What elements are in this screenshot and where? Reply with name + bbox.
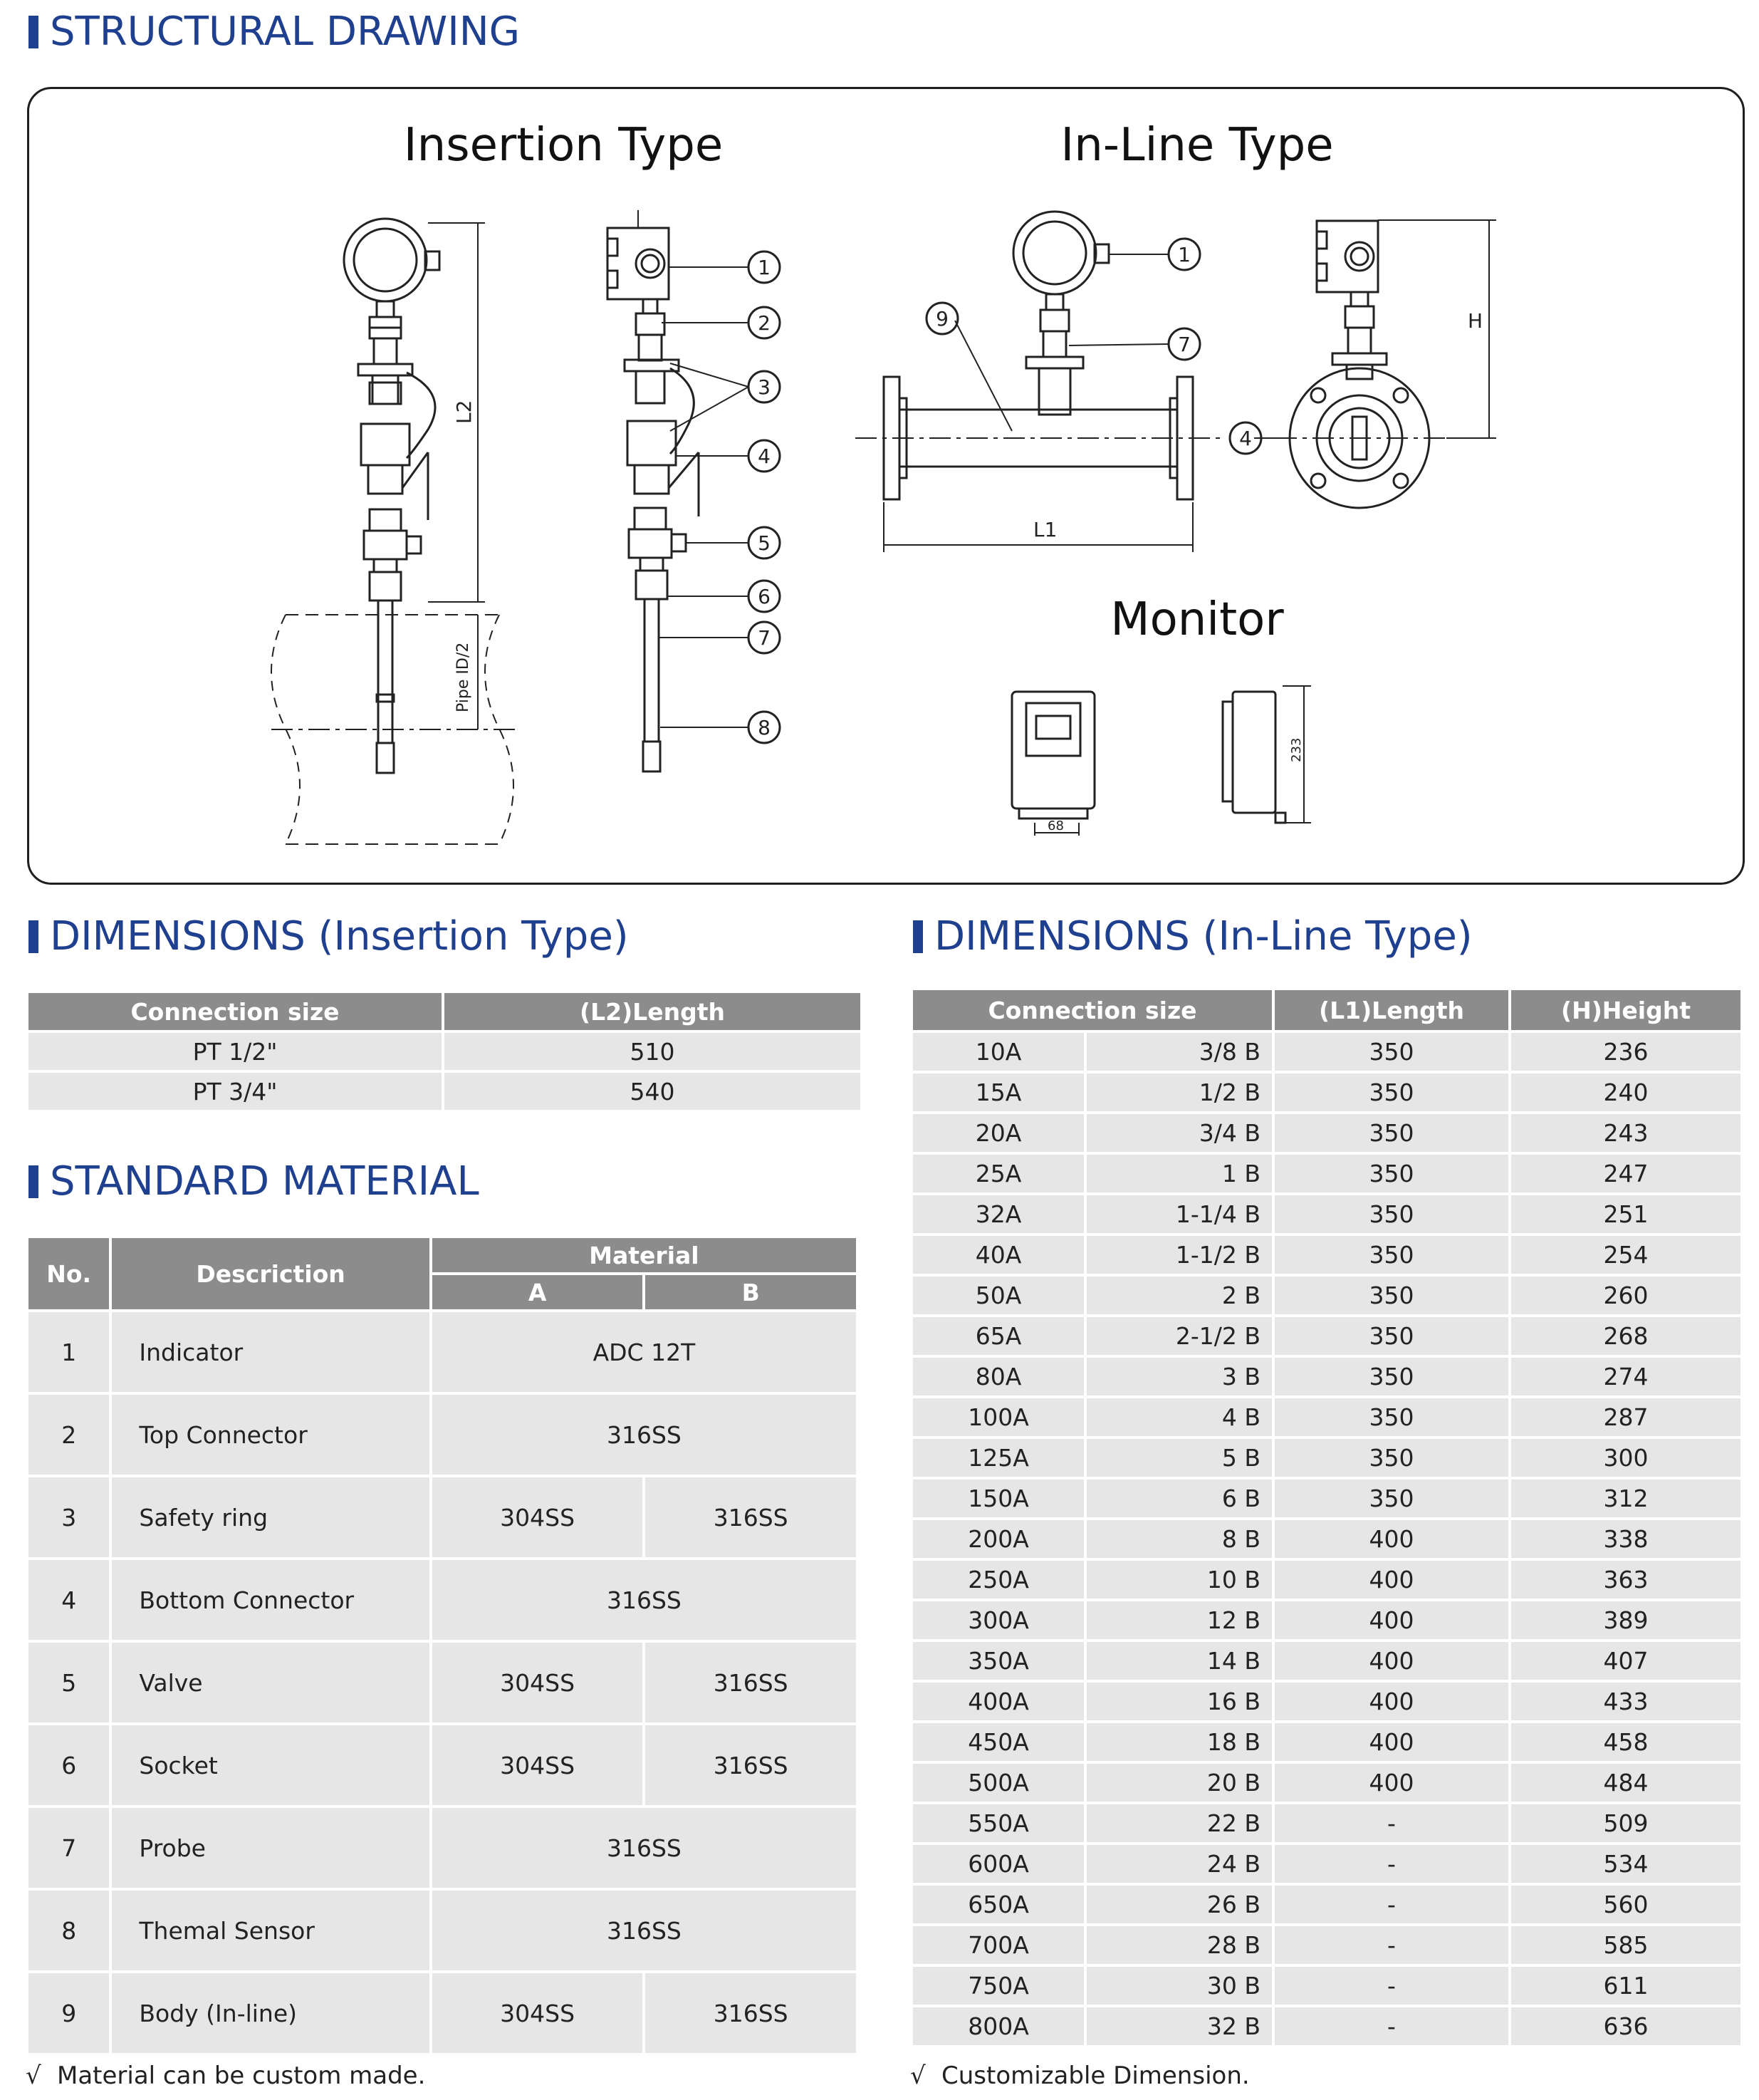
table-row: [913, 1398, 1740, 1436]
cell-description: Top Connector: [112, 1395, 429, 1475]
cell-h-height: 560: [1511, 1886, 1740, 1923]
table-row: [913, 1114, 1740, 1152]
cell-size-b: 16 B: [1087, 1683, 1272, 1720]
table-row: [913, 1520, 1740, 1558]
cell-h-height: 300: [1511, 1439, 1740, 1477]
cell-l1-length: 400: [1275, 1520, 1508, 1558]
cell-h-height: 534: [1511, 1845, 1740, 1883]
callout-6: 6: [758, 585, 771, 608]
table-row: [913, 1277, 1740, 1314]
cell-l1-length: 400: [1275, 1683, 1508, 1720]
cell-l1-length: -: [1275, 1886, 1508, 1923]
inline-note-text: Customizable Dimension.: [941, 2062, 1250, 2090]
cell-l1-length: 350: [1275, 1236, 1508, 1274]
callout-1: 1: [758, 256, 771, 279]
cell-h-height: 407: [1511, 1642, 1740, 1680]
cell-material-b: 316SS: [645, 1643, 856, 1722]
inline-callout-7: 7: [1178, 333, 1191, 356]
cell-l1-length: 400: [1275, 1642, 1508, 1680]
cell-size-a: 50A: [913, 1277, 1084, 1314]
table-row: [913, 1480, 1740, 1517]
inline-callout-4: 4: [1239, 427, 1252, 450]
cell-size-b: 8 B: [1087, 1520, 1272, 1558]
section-marker: [28, 920, 38, 953]
table-row: [28, 1891, 856, 1970]
check-mark: √: [910, 2062, 926, 2090]
cell-size-b: 3/4 B: [1087, 1114, 1272, 1152]
table-row: [913, 1642, 1740, 1680]
cell-size-a: 200A: [913, 1520, 1084, 1558]
inline-dimensions-table: [910, 987, 1743, 2048]
cell-size-b: 3/8 B: [1087, 1033, 1272, 1071]
table-row: [913, 1155, 1740, 1192]
cell-h-height: 260: [1511, 1277, 1740, 1314]
cell-h-height: 243: [1511, 1114, 1740, 1152]
table-row: [28, 1073, 860, 1110]
cell-size-b: 6 B: [1087, 1480, 1272, 1517]
table-row: [913, 2007, 1740, 2045]
cell-no: 7: [28, 1808, 109, 1888]
cell-h-height: 247: [1511, 1155, 1740, 1192]
cell-size-a: 550A: [913, 1804, 1084, 1842]
cell-h-height: 509: [1511, 1804, 1740, 1842]
header-description: Descriction: [112, 1238, 429, 1309]
cell-l1-length: 350: [1275, 1033, 1508, 1071]
cell-size-b: 18 B: [1087, 1723, 1272, 1761]
cell-material-b: 316SS: [645, 1477, 856, 1557]
cell-size-a: 40A: [913, 1236, 1084, 1274]
cell-connection: PT 1/2": [28, 1033, 442, 1070]
cell-l1-length: -: [1275, 1926, 1508, 1964]
cell-l1-length: 400: [1275, 1601, 1508, 1639]
cell-no: 3: [28, 1477, 109, 1557]
cell-size-b: 4 B: [1087, 1398, 1272, 1436]
cell-size-a: 600A: [913, 1845, 1084, 1883]
material-note-text: Material can be custom made.: [57, 2062, 426, 2090]
cell-size-a: 100A: [913, 1398, 1084, 1436]
cell-size-a: 32A: [913, 1195, 1084, 1233]
section-title-structural: [28, 9, 520, 55]
section-title-dim-inline: [913, 913, 1473, 960]
cell-size-b: 1/2 B: [1087, 1074, 1272, 1111]
cell-size-a: 150A: [913, 1480, 1084, 1517]
cell-size-a: 500A: [913, 1764, 1084, 1802]
cell-h-height: 458: [1511, 1723, 1740, 1761]
header-l1-length: (L1)Length: [1275, 990, 1508, 1030]
cell-length: 540: [444, 1073, 860, 1110]
cell-size-a: 10A: [913, 1033, 1084, 1071]
table-row: [28, 1973, 856, 2053]
cell-h-height: 287: [1511, 1398, 1740, 1436]
technical-drawing: [29, 89, 1743, 883]
header-material-a: A: [432, 1275, 643, 1309]
table-row: [913, 1723, 1740, 1761]
callout-3: 3: [758, 375, 771, 399]
table-row: [913, 1886, 1740, 1923]
cell-size-b: 2 B: [1087, 1277, 1272, 1314]
cell-h-height: 433: [1511, 1683, 1740, 1720]
cell-size-b: 30 B: [1087, 1967, 1272, 2005]
table-row: [913, 1195, 1740, 1233]
cell-description: Valve: [112, 1643, 429, 1722]
cell-l1-length: 400: [1275, 1764, 1508, 1802]
table-row: [913, 1033, 1740, 1071]
cell-size-b: 2-1/2 B: [1087, 1317, 1272, 1355]
cell-size-b: 24 B: [1087, 1845, 1272, 1883]
cell-l1-length: 350: [1275, 1195, 1508, 1233]
header-h-height: (H)Height: [1511, 990, 1740, 1030]
cell-size-b: 1 B: [1087, 1155, 1272, 1192]
cell-description: Body (In-line): [112, 1973, 429, 2053]
callout-5: 5: [758, 531, 771, 555]
table-row: [28, 1560, 856, 1640]
cell-l1-length: 350: [1275, 1398, 1508, 1436]
cell-l1-length: 350: [1275, 1114, 1508, 1152]
pipe-label: Pipe ID/2: [454, 642, 472, 712]
cell-l1-length: 350: [1275, 1277, 1508, 1314]
table-row: [913, 1439, 1740, 1477]
cell-size-a: 25A: [913, 1155, 1084, 1192]
structural-drawing-panel: [27, 87, 1745, 885]
cell-material-a: 304SS: [432, 1973, 643, 2053]
cell-size-b: 12 B: [1087, 1601, 1272, 1639]
cell-size-a: 20A: [913, 1114, 1084, 1152]
cell-description: Themal Sensor: [112, 1891, 429, 1970]
cell-no: 4: [28, 1560, 109, 1640]
table-row: [28, 1477, 856, 1557]
cell-material: 316SS: [432, 1808, 856, 1888]
cell-h-height: 240: [1511, 1074, 1740, 1111]
header-connection-size: Connection size: [28, 993, 442, 1030]
cell-l1-length: 350: [1275, 1074, 1508, 1111]
cell-size-b: 26 B: [1087, 1886, 1272, 1923]
section-title-text: STRUCTURAL DRAWING: [50, 9, 521, 55]
w68-label: 68: [1048, 818, 1064, 833]
section-marker: [913, 920, 923, 953]
l2-label: L2: [452, 400, 476, 424]
cell-material-b: 316SS: [645, 1973, 856, 2053]
cell-size-b: 5 B: [1087, 1439, 1272, 1477]
table-row: [913, 1317, 1740, 1355]
cell-size-a: 125A: [913, 1439, 1084, 1477]
cell-no: 8: [28, 1891, 109, 1970]
cell-size-b: 3 B: [1087, 1358, 1272, 1395]
cell-h-height: 251: [1511, 1195, 1740, 1233]
header-l2-length: (L2)Length: [444, 993, 860, 1030]
cell-no: 1: [28, 1312, 109, 1392]
cell-size-b: 1-1/2 B: [1087, 1236, 1272, 1274]
cell-size-b: 1-1/4 B: [1087, 1195, 1272, 1233]
cell-l1-length: 350: [1275, 1317, 1508, 1355]
table-row: [28, 1312, 856, 1392]
callout-4: 4: [758, 445, 771, 468]
cell-l1-length: 350: [1275, 1480, 1508, 1517]
header-connection-size: Connection size: [913, 990, 1272, 1030]
table-row: [913, 1236, 1740, 1274]
cell-no: 2: [28, 1395, 109, 1475]
cell-description: Indicator: [112, 1312, 429, 1392]
table-row: [913, 1845, 1740, 1883]
cell-h-height: 338: [1511, 1520, 1740, 1558]
cell-size-b: 14 B: [1087, 1642, 1272, 1680]
header-material: Material: [432, 1238, 856, 1272]
section-title-text: STANDARD MATERIAL: [50, 1158, 479, 1205]
cell-material: 316SS: [432, 1560, 856, 1640]
insertion-type-title: Insertion Type: [403, 119, 724, 172]
cell-h-height: 585: [1511, 1926, 1740, 1964]
cell-l1-length: 350: [1275, 1439, 1508, 1477]
section-title-dim-insertion: [28, 913, 629, 960]
material-note: [26, 2062, 425, 2090]
table-row: [913, 1358, 1740, 1395]
inline-callout-9: 9: [936, 307, 949, 331]
cell-size-a: 800A: [913, 2007, 1084, 2045]
cell-size-a: 350A: [913, 1642, 1084, 1680]
cell-size-b: 20 B: [1087, 1764, 1272, 1802]
cell-h-height: 611: [1511, 1967, 1740, 2005]
table-row: [28, 1033, 860, 1070]
table-row: [913, 1561, 1740, 1599]
section-title-text: DIMENSIONS (In-Line Type): [934, 913, 1473, 960]
table-row: [28, 1725, 856, 1805]
cell-size-a: 300A: [913, 1601, 1084, 1639]
cell-h-height: 484: [1511, 1764, 1740, 1802]
cell-no: 6: [28, 1725, 109, 1805]
cell-size-b: 22 B: [1087, 1804, 1272, 1842]
cell-size-a: 80A: [913, 1358, 1084, 1395]
cell-h-height: 312: [1511, 1480, 1740, 1517]
cell-l1-length: 400: [1275, 1723, 1508, 1761]
h-label: H: [1468, 309, 1483, 333]
cell-size-a: 650A: [913, 1886, 1084, 1923]
cell-description: Socket: [112, 1725, 429, 1805]
cell-size-a: 750A: [913, 1967, 1084, 2005]
insertion-side-view: [607, 210, 780, 771]
table-row: [913, 1764, 1740, 1802]
cell-size-b: 32 B: [1087, 2007, 1272, 2045]
section-title-text: DIMENSIONS (Insertion Type): [50, 913, 629, 960]
material-table: [26, 1235, 859, 2056]
cell-description: Probe: [112, 1808, 429, 1888]
callout-2: 2: [758, 311, 771, 335]
table-row: [913, 1967, 1740, 2005]
cell-h-height: 363: [1511, 1561, 1740, 1599]
callout-7: 7: [758, 626, 771, 650]
table-row: [28, 1643, 856, 1722]
table-row: [913, 1683, 1740, 1720]
cell-h-height: 254: [1511, 1236, 1740, 1274]
cell-size-b: 10 B: [1087, 1561, 1272, 1599]
table-row: [28, 1808, 856, 1888]
cell-size-a: 400A: [913, 1683, 1084, 1720]
section-marker: [28, 1165, 38, 1198]
cell-length: 510: [444, 1033, 860, 1070]
cell-l1-length: 350: [1275, 1155, 1508, 1192]
cell-l1-length: -: [1275, 1804, 1508, 1842]
cell-h-height: 274: [1511, 1358, 1740, 1395]
table-row: [913, 1926, 1740, 1964]
insertion-front-view: [271, 219, 521, 844]
table-row: [913, 1601, 1740, 1639]
cell-description: Bottom Connector: [112, 1560, 429, 1640]
cell-l1-length: -: [1275, 1845, 1508, 1883]
check-mark: √: [26, 2062, 41, 2090]
cell-no: 9: [28, 1973, 109, 2053]
cell-material-a: 304SS: [432, 1725, 643, 1805]
section-marker: [28, 16, 38, 48]
cell-material-b: 316SS: [645, 1725, 856, 1805]
inline-side-view: [1230, 220, 1496, 508]
monitor-title: Monitor: [1110, 593, 1284, 646]
l1-label: L1: [1033, 518, 1058, 541]
monitor-views: [1012, 686, 1311, 836]
callout-8: 8: [758, 716, 771, 739]
section-title-material: [28, 1158, 479, 1205]
cell-description: Safety ring: [112, 1477, 429, 1557]
cell-l1-length: -: [1275, 1967, 1508, 2005]
cell-material-a: 304SS: [432, 1643, 643, 1722]
cell-h-height: 636: [1511, 2007, 1740, 2045]
insertion-dimensions-table: [26, 990, 863, 1113]
header-no: No.: [28, 1238, 109, 1309]
cell-size-a: 15A: [913, 1074, 1084, 1111]
cell-no: 5: [28, 1643, 109, 1722]
cell-h-height: 268: [1511, 1317, 1740, 1355]
h233-label: 233: [1289, 737, 1304, 762]
cell-material-a: 304SS: [432, 1477, 643, 1557]
header-material-b: B: [645, 1275, 856, 1309]
cell-h-height: 389: [1511, 1601, 1740, 1639]
cell-h-height: 236: [1511, 1033, 1740, 1071]
cell-size-b: 28 B: [1087, 1926, 1272, 1964]
inline-type-title: In-Line Type: [1060, 119, 1334, 172]
inline-callout-1: 1: [1178, 243, 1191, 266]
cell-material: 316SS: [432, 1891, 856, 1970]
inline-front-view: [855, 212, 1226, 552]
cell-l1-length: 400: [1275, 1561, 1508, 1599]
cell-size-a: 250A: [913, 1561, 1084, 1599]
cell-size-a: 700A: [913, 1926, 1084, 1964]
inline-note: [910, 2062, 1250, 2090]
table-row: [913, 1804, 1740, 1842]
cell-material: 316SS: [432, 1395, 856, 1475]
table-row: [913, 1074, 1740, 1111]
table-row: [28, 1395, 856, 1475]
cell-l1-length: -: [1275, 2007, 1508, 2045]
cell-l1-length: 350: [1275, 1358, 1508, 1395]
cell-connection: PT 3/4": [28, 1073, 442, 1110]
cell-material: ADC 12T: [432, 1312, 856, 1392]
cell-size-a: 450A: [913, 1723, 1084, 1761]
cell-size-a: 65A: [913, 1317, 1084, 1355]
